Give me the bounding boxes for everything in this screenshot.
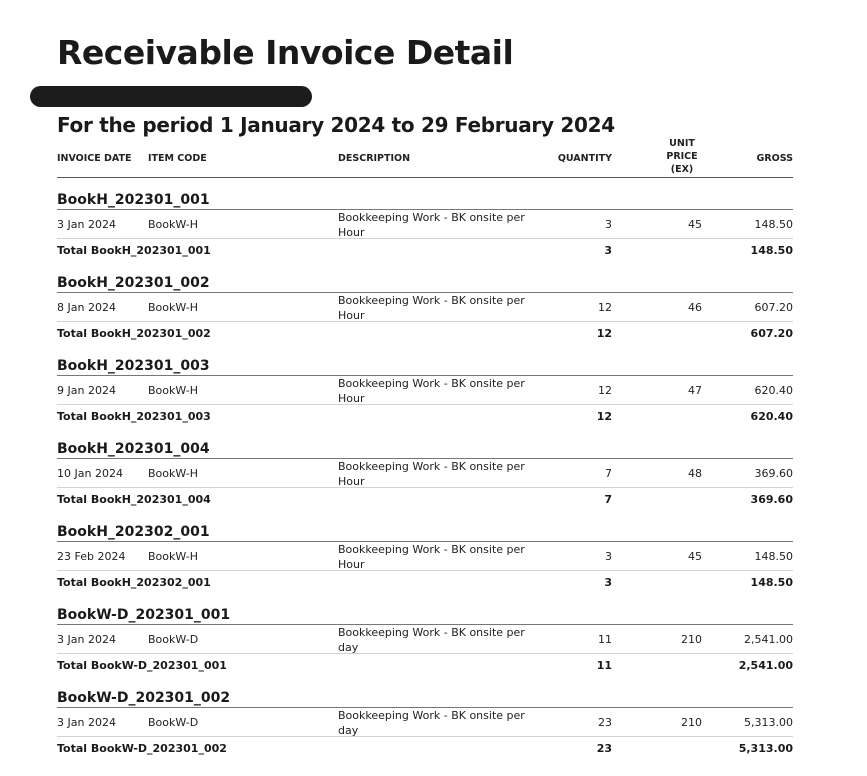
line-gross: 148.50	[754, 218, 793, 231]
total-gross: 2,541.00	[738, 659, 793, 672]
invoice-groups	[57, 188, 793, 769]
total-quantity: 3	[604, 244, 612, 257]
line-description	[338, 376, 528, 406]
total-quantity: 3	[604, 576, 612, 589]
line-invoice-date: 23 Feb 2024	[57, 550, 126, 563]
invoice-group	[57, 437, 793, 520]
total-quantity: 23	[596, 742, 612, 755]
invoice-total-row	[57, 321, 793, 345]
column-invoice-date: INVOICE DATE	[57, 153, 132, 164]
invoice-line-row	[57, 624, 793, 654]
line-item-code: BookW-H	[148, 467, 199, 480]
redacted-organisation-name	[30, 86, 312, 107]
line-item-code: BookW-D	[148, 633, 199, 646]
line-invoice-date: 10 Jan 2024	[57, 467, 123, 480]
line-description-part1: Bookkeeping Work - BK onsite per	[338, 211, 525, 224]
line-invoice-date: 8 Jan 2024	[57, 301, 116, 314]
line-item-code: BookW-H	[148, 301, 199, 314]
invoice-group	[57, 686, 793, 769]
invoice-line-row	[57, 458, 793, 488]
line-invoice-date: 3 Jan 2024	[57, 633, 116, 646]
invoice-group-heading: BookH_202301_001	[57, 192, 793, 210]
line-gross: 2,541.00	[744, 633, 793, 646]
invoice-total-row	[57, 487, 793, 511]
column-unit-price-line2: PRICE	[666, 151, 698, 162]
line-quantity: 3	[605, 550, 612, 563]
invoice-group	[57, 271, 793, 354]
invoice-line-row	[57, 541, 793, 571]
line-description-part2: Hour	[338, 309, 365, 322]
line-description-part1: Bookkeeping Work - BK onsite per	[338, 543, 525, 556]
line-item-code: BookW-H	[148, 218, 199, 231]
invoice-line-row	[57, 209, 793, 239]
line-description	[338, 625, 528, 655]
line-description	[338, 459, 528, 489]
line-description-part1: Bookkeeping Work - BK onsite per	[338, 460, 525, 473]
total-label: Total BookH_202301_001	[57, 244, 211, 257]
total-label: Total BookH_202301_004	[57, 493, 211, 506]
line-description-part1: Bookkeeping Work - BK onsite per	[338, 709, 525, 722]
line-description-part2: Hour	[338, 226, 365, 239]
line-gross: 369.60	[754, 467, 793, 480]
invoice-total-row	[57, 238, 793, 262]
column-item-code: ITEM CODE	[148, 153, 207, 164]
line-description	[338, 542, 528, 572]
line-invoice-date: 9 Jan 2024	[57, 384, 116, 397]
invoice-total-row	[57, 404, 793, 428]
line-quantity: 12	[598, 384, 612, 397]
line-quantity: 11	[598, 633, 612, 646]
line-invoice-date: 3 Jan 2024	[57, 716, 116, 729]
line-quantity: 7	[605, 467, 612, 480]
invoice-line-row	[57, 375, 793, 405]
line-description	[338, 708, 528, 738]
line-description-part2: Hour	[338, 558, 365, 571]
total-label: Total BookH_202301_003	[57, 410, 211, 423]
invoice-total-row	[57, 736, 793, 760]
line-invoice-date: 3 Jan 2024	[57, 218, 116, 231]
line-unit-price: 45	[688, 218, 702, 231]
column-description: DESCRIPTION	[338, 153, 411, 164]
line-gross: 620.40	[754, 384, 793, 397]
invoice-group	[57, 188, 793, 271]
line-description	[338, 293, 528, 323]
total-quantity: 7	[604, 493, 612, 506]
line-description-part2: Hour	[338, 475, 365, 488]
line-description-part1: Bookkeeping Work - BK onsite per	[338, 294, 525, 307]
invoice-group	[57, 520, 793, 603]
line-unit-price: 45	[688, 550, 702, 563]
invoice-line-row	[57, 292, 793, 322]
line-description-part2: day	[338, 724, 359, 737]
invoice-group-heading: BookW-D_202301_002	[57, 690, 793, 708]
total-quantity: 12	[596, 410, 612, 423]
invoice-group	[57, 354, 793, 437]
line-item-code: BookW-H	[148, 384, 199, 397]
total-label: Total BookW-D_202301_001	[57, 659, 227, 672]
total-gross: 369.60	[750, 493, 793, 506]
total-gross: 607.20	[750, 327, 793, 340]
total-gross: 5,313.00	[738, 742, 793, 755]
total-label: Total BookH_202301_002	[57, 327, 211, 340]
invoice-line-row	[57, 707, 793, 737]
line-unit-price: 48	[688, 467, 702, 480]
column-gross: GROSS	[756, 153, 793, 164]
invoice-group-heading: BookW-D_202301_001	[57, 607, 793, 625]
line-item-code: BookW-D	[148, 716, 199, 729]
total-label: Total BookH_202302_001	[57, 576, 211, 589]
column-quantity: QUANTITY	[557, 153, 612, 164]
line-gross: 5,313.00	[744, 716, 793, 729]
column-unit-price-line3: (EX)	[670, 164, 694, 175]
total-gross: 148.50	[750, 244, 793, 257]
line-quantity: 3	[605, 218, 612, 231]
line-unit-price: 47	[688, 384, 702, 397]
line-description-part1: Bookkeeping Work - BK onsite per	[338, 377, 525, 390]
report-period: For the period 1 January 2024 to 29 February 2024	[57, 113, 615, 137]
line-quantity: 12	[598, 301, 612, 314]
line-gross: 148.50	[754, 550, 793, 563]
invoice-total-row	[57, 653, 793, 677]
line-description	[338, 210, 528, 240]
total-quantity: 12	[596, 327, 612, 340]
line-item-code: BookW-H	[148, 550, 199, 563]
line-unit-price: 210	[681, 633, 702, 646]
column-header-row	[57, 139, 793, 178]
line-description-part1: Bookkeeping Work - BK onsite per	[338, 626, 525, 639]
invoice-group-heading: BookH_202301_003	[57, 358, 793, 376]
invoice-group-heading: BookH_202301_004	[57, 441, 793, 459]
invoice-group-heading: BookH_202302_001	[57, 524, 793, 542]
invoice-total-row	[57, 570, 793, 594]
total-gross: 148.50	[750, 576, 793, 589]
total-label: Total BookW-D_202301_002	[57, 742, 227, 755]
line-gross: 607.20	[754, 301, 793, 314]
invoice-group	[57, 603, 793, 686]
total-gross: 620.40	[750, 410, 793, 423]
line-description-part2: day	[338, 641, 359, 654]
line-description-part2: Hour	[338, 392, 365, 405]
total-quantity: 11	[596, 659, 612, 672]
line-quantity: 23	[598, 716, 612, 729]
line-unit-price: 46	[688, 301, 702, 314]
invoice-group-heading: BookH_202301_002	[57, 275, 793, 293]
column-unit-price-line1: UNIT	[669, 138, 695, 149]
line-unit-price: 210	[681, 716, 702, 729]
report-title: Receivable Invoice Detail	[57, 33, 514, 72]
column-unit-price	[662, 137, 702, 176]
